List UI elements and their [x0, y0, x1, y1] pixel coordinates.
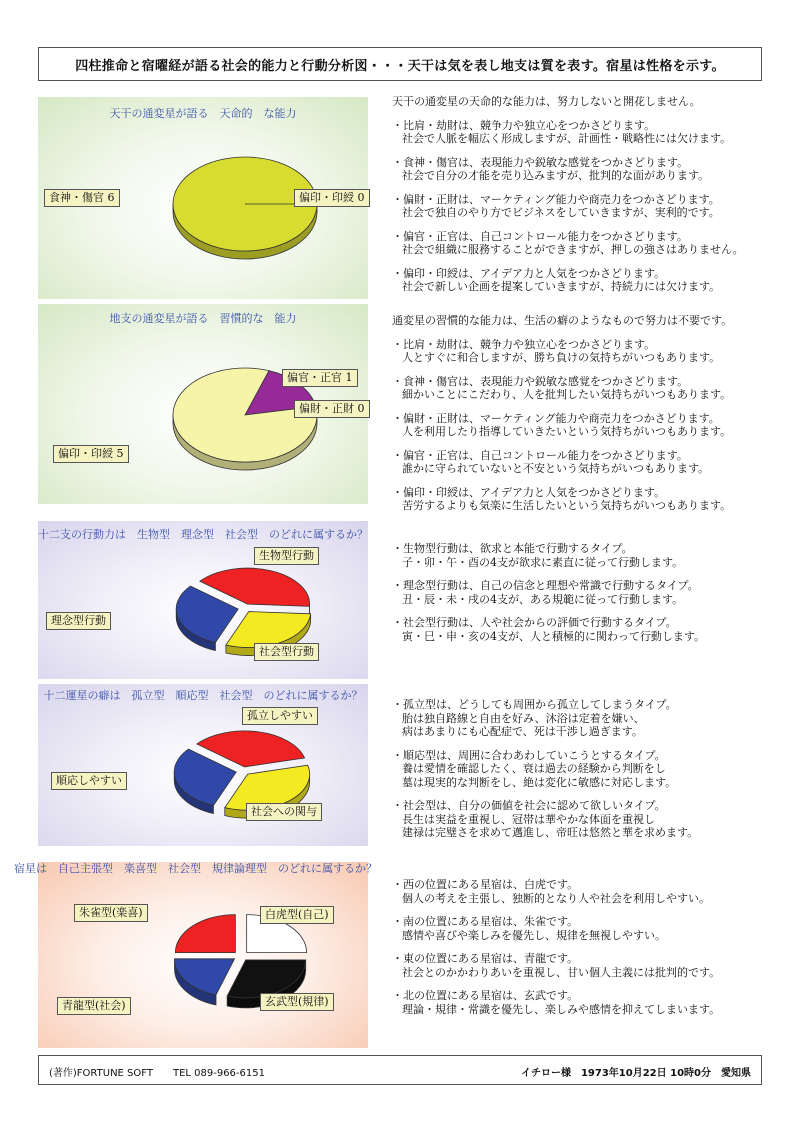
chart-title: 十二運星の癖は 孤立型 順応型 社会型 のどれに属するか？	[43, 689, 363, 702]
pie-label-genbu: 玄武型(規律)	[260, 993, 334, 1011]
section-intro: 天干の通変星の天命的な能力は、努力しないと開花しません。	[392, 95, 701, 108]
pie-label-shakai: 社会への関与	[246, 803, 322, 821]
bullet-item	[392, 952, 772, 979]
bullet-item	[392, 193, 772, 220]
bullet-item	[392, 799, 772, 840]
bullet-item	[392, 542, 772, 569]
bullet-detail: 社会で独自のやり方でビジネスをしていきますが、実利的です。	[402, 206, 720, 219]
pie-label-junno: 順応しやすい	[51, 772, 127, 790]
chart-panel-tenkan	[38, 97, 368, 299]
bullet-heading: ・比肩・劫財は、競争力や独立心をつかさどります。	[392, 118, 656, 132]
pie-label-henzai: 偏財・正財 0	[294, 400, 370, 418]
bullet-heading: ・孤立型は、どうしても周囲から孤立してしまうタイプ。	[392, 698, 677, 711]
pie-label-henkan: 偏官・正官 1	[282, 369, 358, 387]
pie-label-rinen: 理念型行動	[46, 612, 111, 630]
chart-title: 天干の通変星が語る 天命的 な能力	[109, 107, 297, 120]
page-title: 四柱推命と宿曜経が語る社会的能力と行動分析図・・・天干は気を表し地支は質を表す。宿星は性格を示す。	[38, 47, 762, 81]
bullet-heading: ・偏印・印綬は、アイデア力と人気をつかさどります。	[392, 266, 666, 280]
pie-label-koritsu: 孤立しやすい	[242, 707, 318, 725]
bullet-heading: ・偏印・印綬は、アイデア力と人気をつかさどります。	[392, 485, 666, 499]
bullet-item	[392, 267, 772, 294]
bullet-detail: 細かいことにこだわり、人を批判したい気持ちがいつもあります。	[402, 388, 732, 401]
bullet-heading: ・偏官・正官は、自己コントロール能力をつかさどります。	[392, 229, 688, 243]
bullet-detail: 丑・辰・未・戌の4支が、ある規範に従って行動します。	[402, 592, 684, 606]
bullet-item	[392, 412, 772, 439]
chart-panel-juniun	[38, 684, 368, 846]
bullet-detail: 社会とのかかわりあいを重視し、甘い個人主義には批判的です。	[402, 965, 721, 979]
bullet-detail: 社会で新しい企画を提案していきますが、持続力には欠けます。	[402, 280, 721, 293]
description-junishi	[392, 542, 772, 653]
pie-label-seibutsu: 生物型行動	[254, 547, 319, 565]
pie-label-henin: 偏印・印綬 0	[294, 189, 370, 207]
bullet-item	[392, 230, 772, 257]
chart-panel-chishi	[38, 304, 368, 504]
section-intro: 通変星の習慣的な能力は、生活の癖のようなもので努力は不要です。	[392, 314, 733, 327]
bullet-detail: 寅・巳・申・亥の4支が、人と積極的に関わって行動します。	[402, 629, 706, 643]
pie-label-henin: 偏印・印綬 5	[53, 445, 129, 463]
bullet-detail: 社会で自分の才能を売り込みますが、批判的な面があります。	[402, 169, 710, 182]
pie-label-seiryu: 青龍型(社会)	[57, 997, 131, 1015]
bullet-heading: ・食神・傷官は、表現能力や鋭敏な感覚をつかさどります。	[392, 155, 689, 169]
bullet-heading: ・社会型行動は、人や社会からの評価で行動するタイプ。	[392, 616, 677, 629]
bullet-detail: 社会で人脈を幅広く形成しますが、計画性・戦略性には欠けます。	[402, 132, 732, 145]
bullet-detail: 人とすぐに和合しますが、勝ち負けの気持ちがいつもあります。	[402, 351, 721, 364]
bullet-heading: ・社会型は、自分の価値を社会に認めて欲しいタイプ。	[392, 799, 666, 812]
chart-title: 十二支の行動力は 生物型 理念型 社会型 のどれに属するか？	[38, 528, 368, 541]
bullet-heading: ・偏官・正官は、自己コントロール能力をつかさどります。	[392, 448, 688, 462]
bullet-detail: 人を利用したり指導していきたいという気持ちがいつもあります。	[402, 425, 732, 438]
bullet-item	[392, 698, 772, 739]
bullet-item	[392, 338, 772, 365]
pie-label-shokujin: 食神・傷官 6	[44, 189, 120, 207]
bullet-item	[392, 375, 772, 402]
bullet-detail: 胎は独自路線と自由を好み、沐浴は定着を嫌い、	[402, 711, 645, 725]
bullet-heading: ・偏財・正財は、マーケティング能力や商売力をつかさどります。	[392, 411, 720, 425]
copyright-text: (著作)FORTUNE SOFT TEL 089-966-6151	[49, 1068, 265, 1079]
bullet-item	[392, 989, 772, 1016]
bullet-detail: 墓は現実的な判断をし、絶は変化に敏感に対応します。	[402, 775, 677, 789]
pie-label-suzaku: 朱雀型(楽喜)	[74, 904, 148, 922]
bullet-detail: 子・卯・午・酉の4支が欲求に素直に従って行動します。	[402, 555, 684, 569]
bullet-item	[392, 749, 772, 790]
bullet-item	[392, 878, 772, 905]
chart-title: 宿星は 自己主張型 楽喜型 社会型 規律論理型 のどれに属するか？	[14, 862, 377, 875]
pie-chart-shukusei	[38, 862, 368, 1048]
bullet-detail: 社会で組織に服務することができますが、押しの強さはありません。	[402, 243, 744, 256]
pie-label-byakko: 白虎型(自己)	[260, 906, 334, 924]
bullet-detail: 感情や喜びや楽しみを優先し、規律を無視しやすい。	[402, 928, 666, 942]
bullet-heading: ・偏財・正財は、マーケティング能力や商売力をつかさどります。	[392, 192, 720, 206]
bullet-heading: ・理念型行動は、自己の信念と理想や常識で行動するタイプ。	[392, 579, 699, 592]
pie-slice	[173, 157, 317, 259]
bullet-detail: 長生は実益を重視し、冠帯は華やかな体面を重視し	[402, 812, 655, 826]
chart-panel-junishi	[38, 521, 368, 679]
pie-chart-juniun	[38, 684, 368, 846]
bullet-heading: ・南の位置にある星宿は、朱雀です。	[392, 915, 579, 928]
pie-slice	[175, 959, 235, 1005]
bullet-heading: ・食神・傷官は、表現能力や鋭敏な感覚をつかさどります。	[392, 374, 689, 388]
bullet-detail: 理論・規律・常識を優先し、楽しみや感情を抑えてしまいます。	[402, 1002, 721, 1016]
bullet-heading: ・東の位置にある星宿は、青龍です。	[392, 952, 579, 965]
bullet-item	[392, 119, 772, 146]
bullet-heading: ・順応型は、周囲に合わあわしていこうとするタイプ。	[392, 748, 666, 762]
description-chishi	[392, 314, 772, 523]
bullet-heading: ・比肩・劫財は、競争力や独立心をつかさどります。	[392, 337, 656, 351]
bullet-heading: ・西の位置にある星宿は、白虎です。	[392, 878, 579, 891]
bullet-detail: 病はあまりにも心配症で、死は干渉し過ぎます。	[402, 725, 643, 738]
bullet-detail: 養は愛情を確認したく、衰は過去の経験から判断をし	[402, 762, 666, 775]
bullet-item	[392, 449, 772, 476]
birth-info: イチロー様 1973年10月22日 10時0分 愛知県	[520, 1068, 751, 1079]
bullet-detail: 誰かに守られていないと不安という気持ちがいつもあります。	[402, 462, 710, 475]
description-tenkan	[392, 95, 772, 304]
bullet-heading: ・生物型行動は、欲求と本能で行動するタイプ。	[392, 542, 633, 555]
chart-title: 地支の通変星が語る 習慣的な 能力	[109, 312, 297, 325]
description-shukusei	[392, 878, 772, 1026]
bullet-item	[392, 486, 772, 513]
footer	[38, 1055, 762, 1085]
bullet-item	[392, 616, 772, 643]
bullet-detail: 苦労するよりも気楽に生活したいという気持ちがいつもあります。	[402, 499, 732, 512]
bullet-item	[392, 156, 772, 183]
bullet-item	[392, 915, 772, 942]
pie-label-shakai: 社会型行動	[254, 643, 319, 661]
description-juniun	[392, 698, 772, 850]
bullet-detail: 建禄は完璧さを求めて邁進し、帝旺は悠然と華を求めます。	[402, 826, 699, 839]
pie-slice	[175, 915, 235, 953]
bullet-item	[392, 579, 772, 606]
bullet-heading: ・北の位置にある星宿は、玄武です。	[392, 989, 579, 1002]
bullet-detail: 個人の考えを主張し、独断的となり人や社会を利用しやすい。	[402, 891, 710, 905]
chart-panel-shukusei	[14, 862, 377, 1048]
